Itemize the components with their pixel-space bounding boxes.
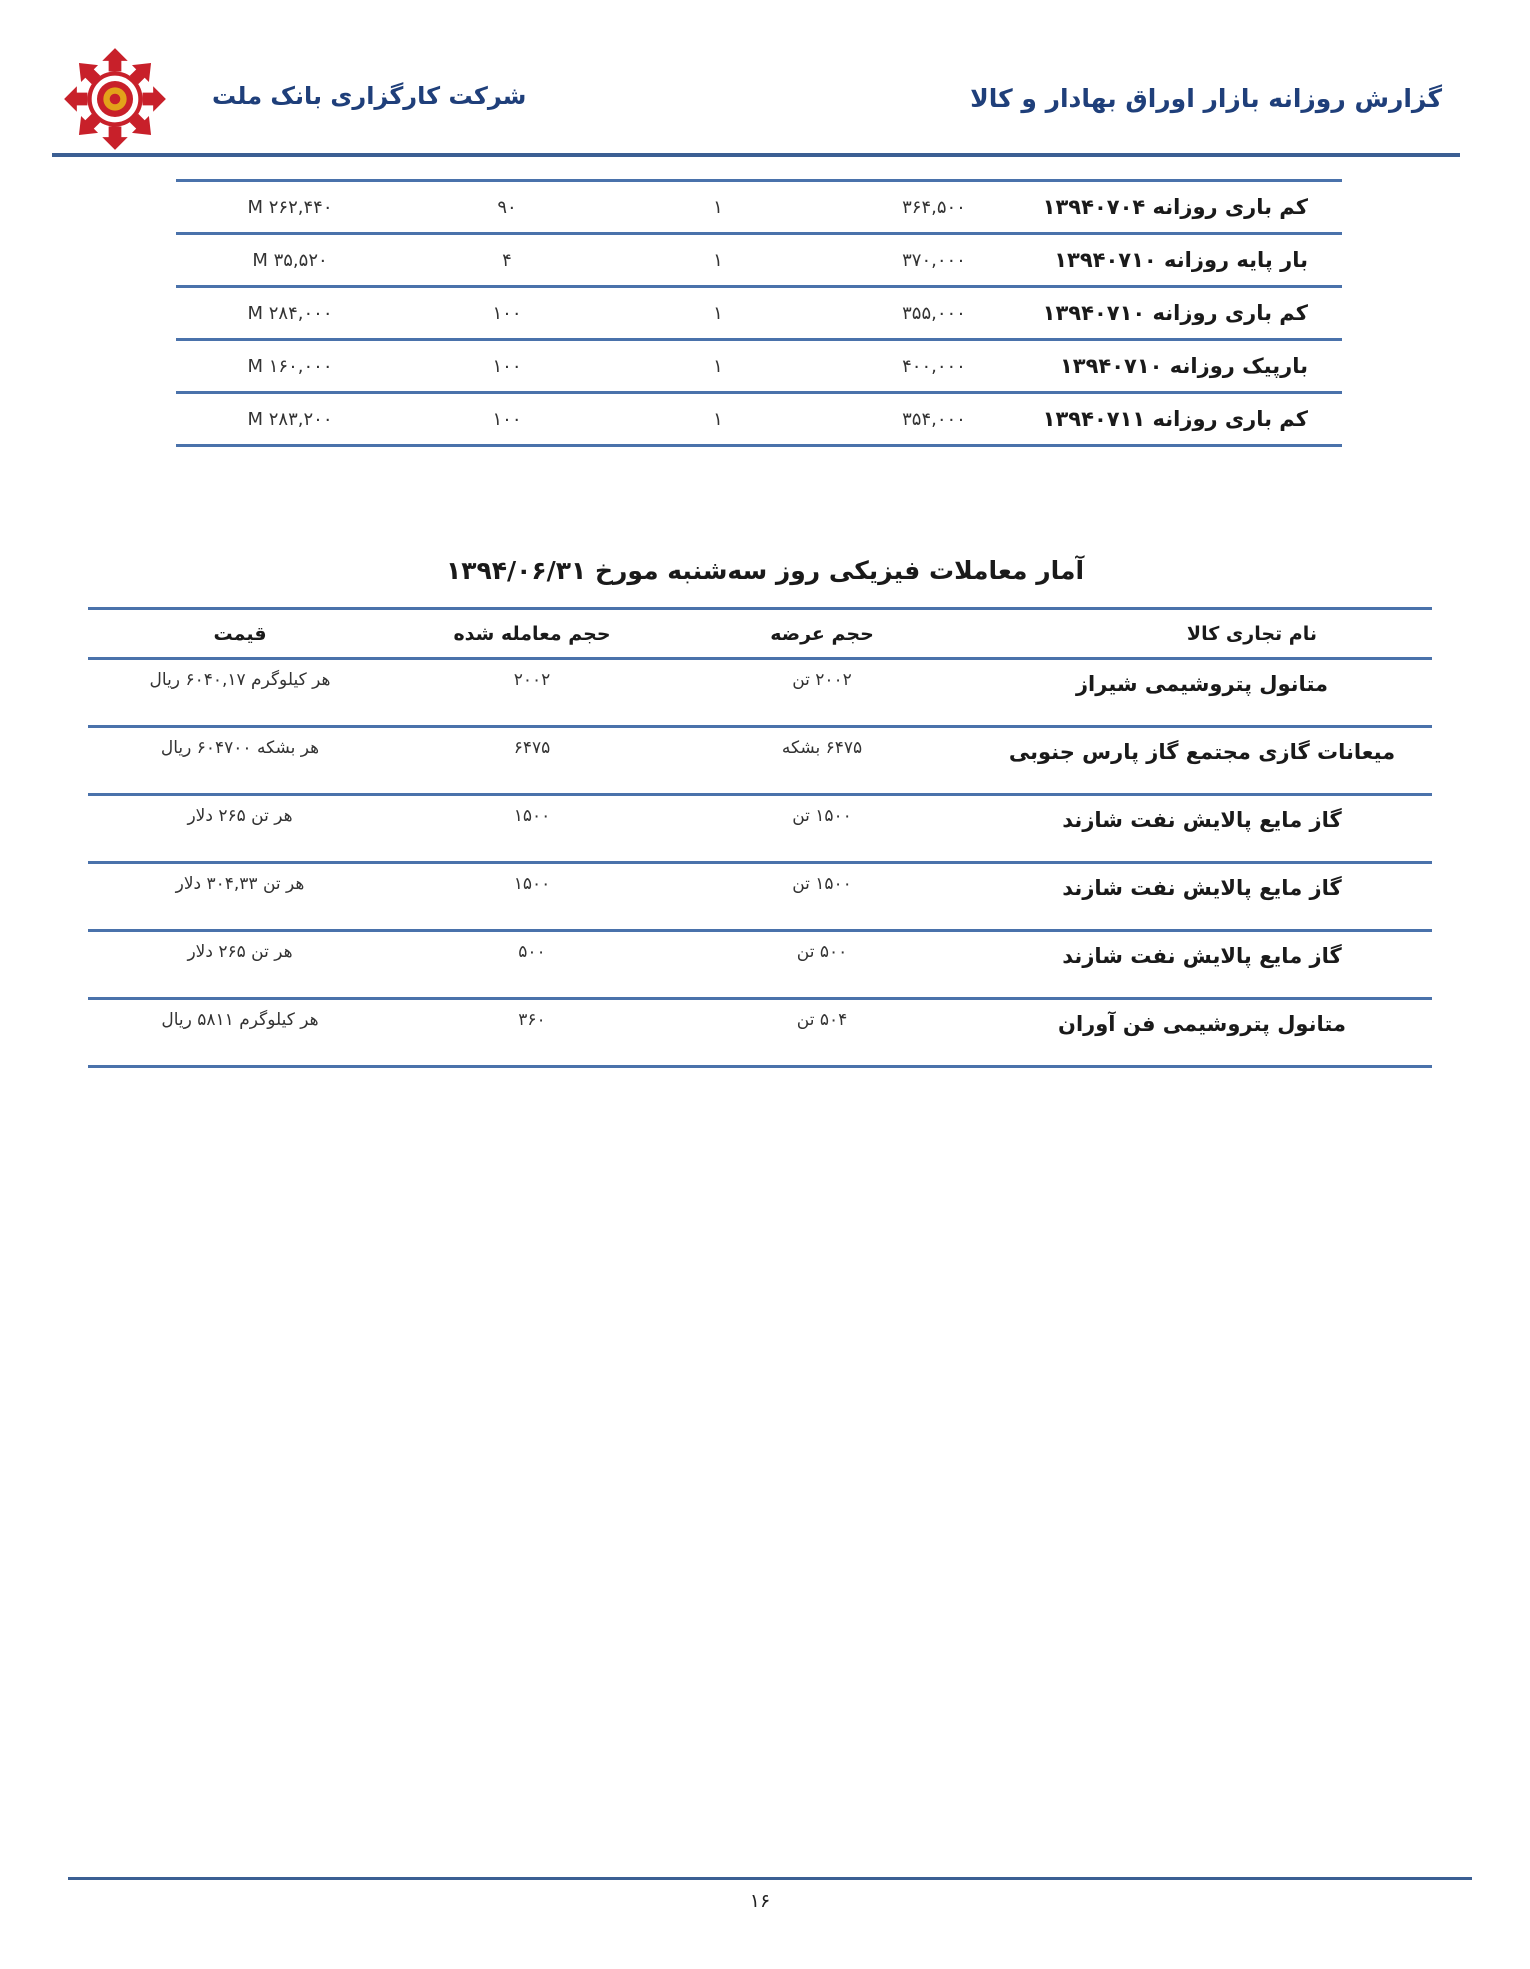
table-row — [88, 659, 1432, 727]
futures-table — [176, 179, 1342, 447]
traded-volume: ۶۴۷۵ — [513, 738, 551, 758]
header-rule — [52, 153, 1460, 157]
table-row — [176, 340, 1342, 393]
physical-trades-title: آمار معاملات فیزیکی روز سه‌شنبه مورخ ۱۳۹۴/۰۶/۳۱ — [445, 556, 1085, 585]
contract-name: بارپیک روزانه ۱۳۹۴۰۷۱۰ — [1059, 354, 1308, 378]
supply-volume: ۱۵۰۰ تن — [792, 874, 852, 894]
header-price: قیمت — [213, 622, 267, 645]
footer-rule — [68, 1877, 1472, 1880]
contract-volume: ۱۰۰ — [492, 355, 522, 377]
contract-count: ۱ — [713, 355, 723, 377]
contract-volume: ۱۰۰ — [492, 302, 522, 324]
commodity-name: گاز مایع پالایش نفت شازند — [1062, 808, 1342, 832]
trade-price: هر بشکه ۶۰۴۷۰۰ ریال — [160, 738, 320, 758]
contract-value: ۳۵,۵۲۰ M — [252, 249, 328, 271]
header-traded-volume: حجم معامله شده — [453, 622, 611, 645]
traded-volume: ۳۶۰ — [518, 1010, 546, 1030]
commodity-name: گاز مایع پالایش نفت شازند — [1062, 876, 1342, 900]
table-row — [176, 393, 1342, 446]
supply-volume: ۵۰۴ تن — [796, 1010, 848, 1030]
contract-value: ۲۸۴,۰۰۰ M — [247, 302, 333, 324]
contract-price: ۳۵۴,۰۰۰ — [902, 408, 966, 430]
contract-count: ۱ — [713, 302, 723, 324]
supply-volume: ۵۰۰ تن — [796, 942, 848, 962]
contract-name: کم باری روزانه ۱۳۹۴۰۷۰۴ — [1042, 195, 1308, 219]
supply-volume: ۶۴۷۵ بشکه — [781, 738, 863, 758]
contract-price: ۴۰۰,۰۰۰ — [902, 355, 966, 377]
table-row — [176, 181, 1342, 234]
trade-price: هر تن ۲۶۵ دلار — [187, 806, 293, 826]
supply-volume: ۲۰۰۲ تن — [792, 670, 852, 690]
physical-trades-table — [88, 607, 1432, 1068]
contract-price: ۳۶۴,۵۰۰ — [902, 196, 966, 218]
contract-volume: ۹۰ — [497, 196, 517, 218]
contract-name: کم باری روزانه ۱۳۹۴۰۷۱۰ — [1042, 301, 1308, 325]
contract-price: ۳۷۰,۰۰۰ — [902, 249, 966, 271]
header-commodity-name: نام تجاری کالا — [1186, 622, 1317, 645]
table-header-row — [88, 609, 1432, 659]
commodity-name: متانول پتروشیمی شیراز — [1075, 672, 1329, 696]
contract-value: ۱۶۰,۰۰۰ M — [247, 355, 333, 377]
table-row — [176, 287, 1342, 340]
contract-value: ۲۶۲,۴۴۰ M — [247, 196, 333, 218]
table-row — [88, 999, 1432, 1067]
traded-volume: ۱۵۰۰ — [513, 874, 551, 894]
contract-volume: ۴ — [502, 249, 512, 271]
header-supply-volume: حجم عرضه — [770, 622, 874, 645]
contract-count: ۱ — [713, 196, 723, 218]
report-title: گزارش روزانه بازار اوراق بهادار و کالا — [970, 84, 1442, 113]
contract-count: ۱ — [713, 408, 723, 430]
supply-volume: ۱۵۰۰ تن — [792, 806, 852, 826]
commodity-name: میعانات گازی مجتمع گاز پارس جنوبی — [1008, 740, 1396, 764]
trade-price: هر تن ۲۶۵ دلار — [187, 942, 293, 962]
commodity-name: متانول پتروشیمی فن آوران — [1058, 1012, 1346, 1036]
trade-price: هر کیلوگرم ۶۰۴۰,۱۷ ریال — [149, 670, 331, 690]
contract-value: ۲۸۳,۲۰۰ M — [247, 408, 333, 430]
contract-count: ۱ — [713, 249, 723, 271]
contract-volume: ۱۰۰ — [492, 408, 522, 430]
trade-price: هر تن ۳۰۴,۳۳ دلار — [175, 874, 305, 894]
page-number: ۱۶ — [749, 1890, 771, 1912]
traded-volume: ۲۰۰۲ — [513, 670, 551, 690]
table-row — [176, 234, 1342, 287]
company-name: شرکت کارگزاری بانک ملت — [212, 82, 527, 110]
traded-volume: ۱۵۰۰ — [513, 806, 551, 826]
bank-mellat-logo — [62, 46, 168, 152]
table-row — [88, 931, 1432, 999]
table-row — [88, 795, 1432, 863]
contract-name: کم باری روزانه ۱۳۹۴۰۷۱۱ — [1042, 407, 1308, 431]
contract-name: بار پایه روزانه ۱۳۹۴۰۷۱۰ — [1054, 248, 1308, 272]
table-row — [88, 727, 1432, 795]
contract-price: ۳۵۵,۰۰۰ — [902, 302, 966, 324]
trade-price: هر کیلوگرم ۵۸۱۱ ریال — [161, 1010, 319, 1030]
traded-volume: ۵۰۰ — [518, 942, 546, 962]
table-row — [88, 863, 1432, 931]
commodity-name: گاز مایع پالایش نفت شازند — [1062, 944, 1342, 968]
